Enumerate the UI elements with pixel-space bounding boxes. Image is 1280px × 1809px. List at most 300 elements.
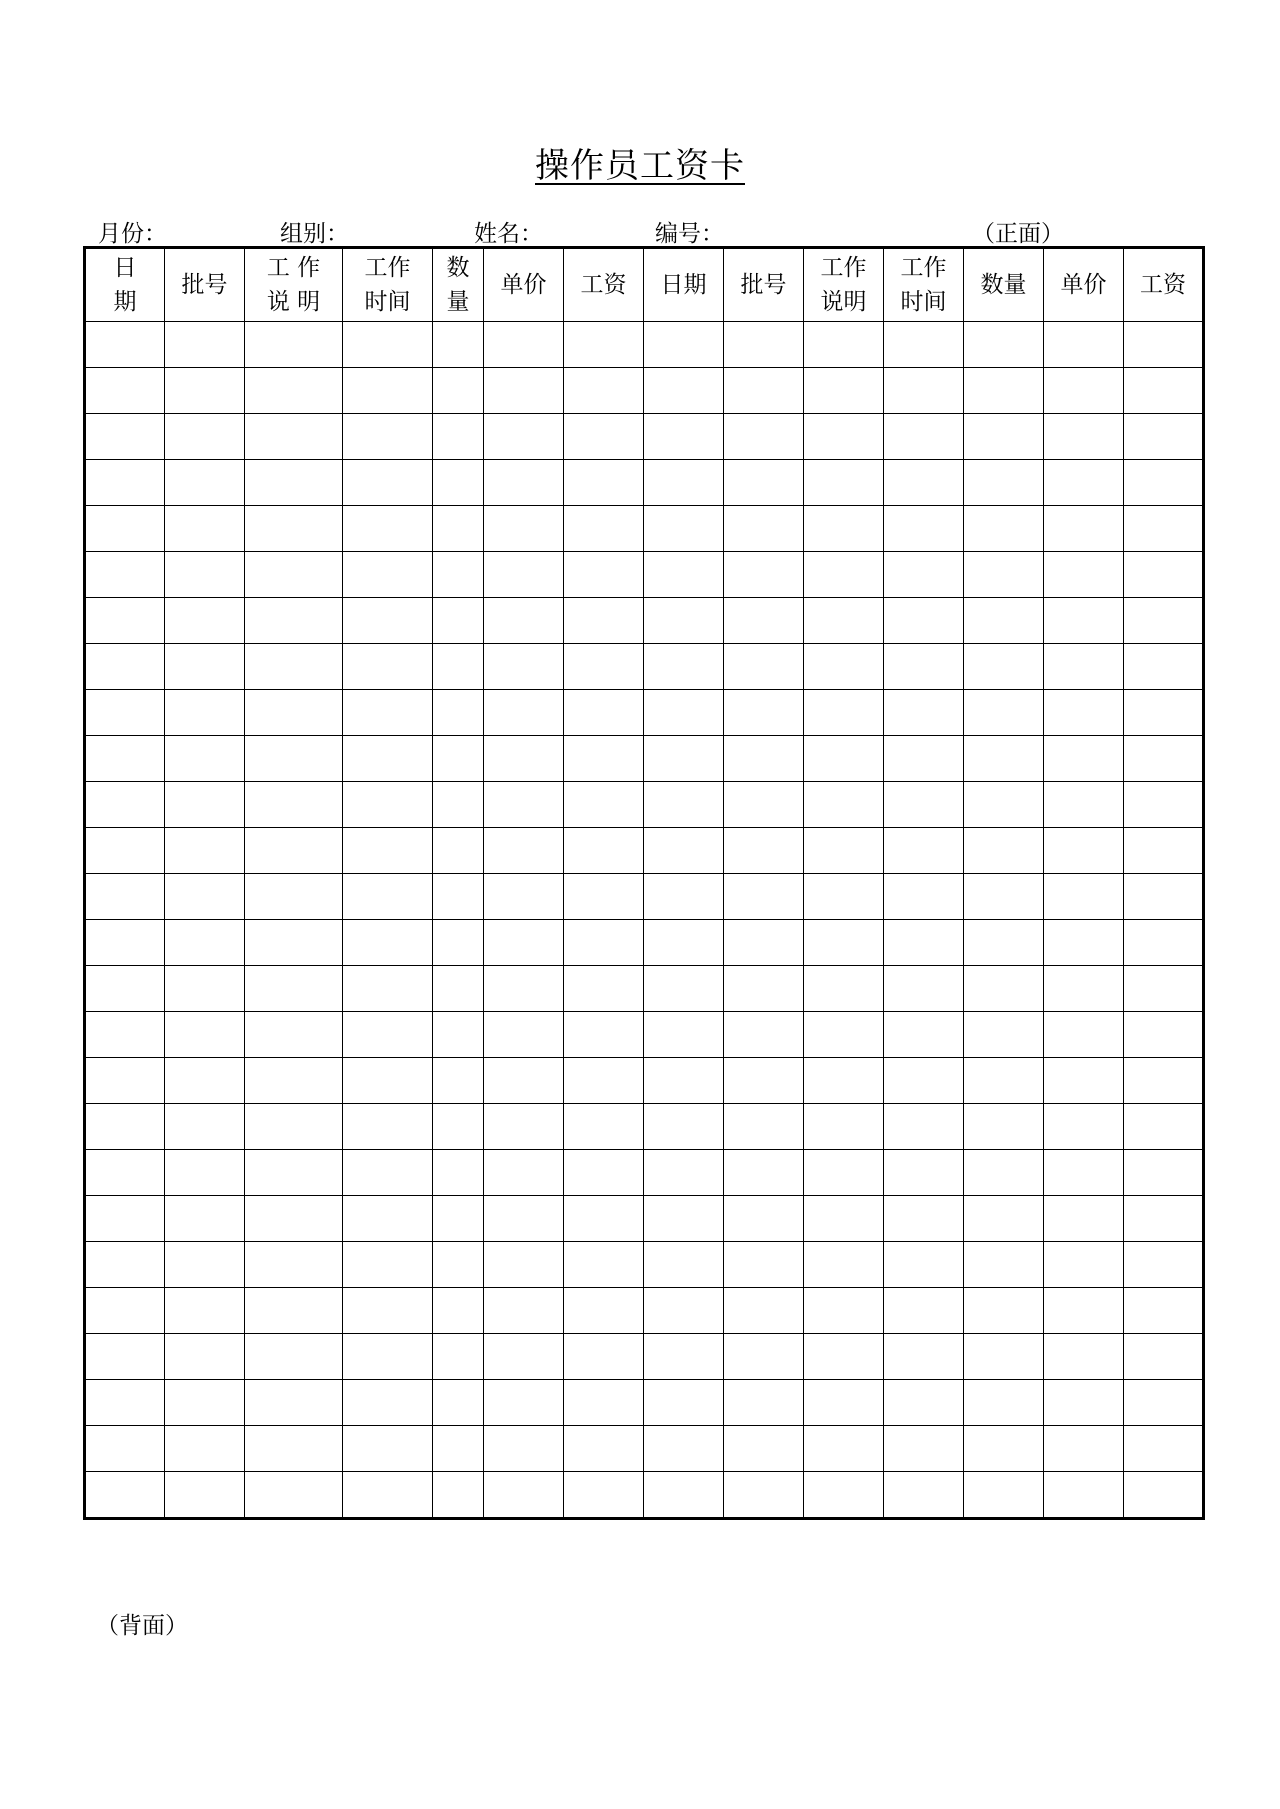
blank-cell <box>644 414 724 460</box>
blank-cell <box>433 690 484 736</box>
blank-cell <box>1124 644 1204 690</box>
blank-cell <box>245 736 343 782</box>
blank-cell <box>165 782 245 828</box>
blank-cell <box>165 506 245 552</box>
blank-cell <box>343 1426 433 1472</box>
blank-cell <box>1044 874 1124 920</box>
blank-cell <box>245 1334 343 1380</box>
blank-cell <box>165 1058 245 1104</box>
blank-cell <box>433 598 484 644</box>
blank-cell <box>804 552 884 598</box>
blank-cell <box>724 1012 804 1058</box>
blank-cell <box>884 782 964 828</box>
blank-cell <box>724 690 804 736</box>
blank-cell <box>644 1380 724 1426</box>
blank-cell <box>85 1196 165 1242</box>
table-row <box>85 506 1204 552</box>
blank-cell <box>724 506 804 552</box>
blank-cell <box>433 782 484 828</box>
blank-cell <box>884 1058 964 1104</box>
blank-cell <box>484 920 564 966</box>
blank-cell <box>1044 460 1124 506</box>
blank-cell <box>884 828 964 874</box>
column-header <box>343 248 433 322</box>
table-row <box>85 1150 1204 1196</box>
blank-cell <box>245 1426 343 1472</box>
table-row <box>85 1334 1204 1380</box>
blank-cell <box>1044 1472 1124 1519</box>
blank-cell <box>964 598 1044 644</box>
name-label: 姓名： <box>474 221 543 247</box>
blank-cell <box>484 1242 564 1288</box>
blank-cell <box>484 1288 564 1334</box>
blank-cell <box>724 920 804 966</box>
blank-cell <box>343 598 433 644</box>
blank-cell <box>85 644 165 690</box>
table-row <box>85 1104 1204 1150</box>
blank-cell <box>964 828 1044 874</box>
blank-cell <box>884 1242 964 1288</box>
blank-cell <box>724 460 804 506</box>
blank-cell <box>964 1196 1044 1242</box>
column-header-line: 工资 <box>580 272 627 298</box>
blank-cell <box>804 598 884 644</box>
blank-cell <box>804 1058 884 1104</box>
blank-cell <box>564 690 644 736</box>
blank-cell <box>564 322 644 368</box>
blank-cell <box>1124 1334 1204 1380</box>
blank-cell <box>343 690 433 736</box>
blank-cell <box>165 920 245 966</box>
blank-cell <box>343 1334 433 1380</box>
blank-cell <box>804 1472 884 1519</box>
blank-cell <box>724 1472 804 1519</box>
blank-cell <box>1124 1242 1204 1288</box>
blank-cell <box>165 1012 245 1058</box>
table-row <box>85 966 1204 1012</box>
blank-cell <box>1124 782 1204 828</box>
blank-cell <box>484 874 564 920</box>
blank-cell <box>433 1288 484 1334</box>
blank-cell <box>85 828 165 874</box>
blank-cell <box>564 1426 644 1472</box>
blank-cell <box>343 874 433 920</box>
blank-cell <box>165 1426 245 1472</box>
blank-cell <box>343 1012 433 1058</box>
blank-cell <box>85 1104 165 1150</box>
table-row <box>85 874 1204 920</box>
blank-cell <box>964 552 1044 598</box>
blank-cell <box>1124 414 1204 460</box>
blank-cell <box>884 736 964 782</box>
blank-cell <box>964 414 1044 460</box>
blank-cell <box>245 644 343 690</box>
column-header <box>1044 248 1124 322</box>
blank-cell <box>433 414 484 460</box>
blank-cell <box>964 690 1044 736</box>
blank-cell <box>484 322 564 368</box>
blank-cell <box>85 920 165 966</box>
blank-cell <box>1124 1288 1204 1334</box>
blank-cell <box>433 1058 484 1104</box>
blank-cell <box>564 598 644 644</box>
blank-cell <box>884 920 964 966</box>
blank-cell <box>804 1426 884 1472</box>
blank-cell <box>245 552 343 598</box>
blank-cell <box>724 736 804 782</box>
blank-cell <box>964 1150 1044 1196</box>
blank-cell <box>1044 782 1124 828</box>
blank-cell <box>165 1196 245 1242</box>
blank-cell <box>1124 506 1204 552</box>
blank-cell <box>165 1150 245 1196</box>
month-label: 月份： <box>98 221 167 247</box>
blank-cell <box>1124 1472 1204 1519</box>
column-header <box>724 248 804 322</box>
blank-cell <box>165 552 245 598</box>
blank-cell <box>564 782 644 828</box>
title-text: 操作员工资卡 <box>535 146 745 186</box>
blank-cell <box>245 1012 343 1058</box>
blank-cell <box>245 1380 343 1426</box>
column-header-line: 工资 <box>1140 272 1186 298</box>
blank-cell <box>343 966 433 1012</box>
table-row <box>85 1288 1204 1334</box>
blank-cell <box>484 1058 564 1104</box>
blank-cell <box>85 874 165 920</box>
blank-cell <box>804 782 884 828</box>
blank-cell <box>165 1104 245 1150</box>
blank-cell <box>724 1058 804 1104</box>
blank-cell <box>1044 1380 1124 1426</box>
blank-cell <box>343 1380 433 1426</box>
blank-cell <box>564 1242 644 1288</box>
blank-cell <box>1124 828 1204 874</box>
table-body <box>85 322 1204 1519</box>
column-header-line: 数量 <box>980 272 1027 298</box>
column-header-line: 工作 <box>364 255 411 281</box>
blank-cell <box>804 460 884 506</box>
blank-cell <box>724 1380 804 1426</box>
blank-cell <box>484 1012 564 1058</box>
blank-cell <box>1044 1058 1124 1104</box>
blank-cell <box>644 920 724 966</box>
blank-cell <box>484 690 564 736</box>
column-header <box>85 248 165 322</box>
blank-cell <box>964 1058 1044 1104</box>
column-header <box>644 248 724 322</box>
blank-cell <box>884 690 964 736</box>
table-row <box>85 1012 1204 1058</box>
blank-cell <box>165 736 245 782</box>
blank-cell <box>564 1012 644 1058</box>
blank-cell <box>1124 1150 1204 1196</box>
blank-cell <box>804 920 884 966</box>
blank-cell <box>165 966 245 1012</box>
column-header <box>804 248 884 322</box>
blank-cell <box>644 828 724 874</box>
blank-cell <box>884 874 964 920</box>
blank-cell <box>343 644 433 690</box>
blank-cell <box>165 368 245 414</box>
blank-cell <box>343 782 433 828</box>
blank-cell <box>1124 368 1204 414</box>
blank-cell <box>964 460 1044 506</box>
blank-cell <box>1124 460 1204 506</box>
blank-cell <box>964 1334 1044 1380</box>
blank-cell <box>1044 414 1124 460</box>
blank-cell <box>343 368 433 414</box>
blank-cell <box>85 1426 165 1472</box>
blank-cell <box>724 322 804 368</box>
blank-cell <box>85 414 165 460</box>
blank-cell <box>1124 598 1204 644</box>
blank-cell <box>433 1426 484 1472</box>
blank-cell <box>1044 1334 1124 1380</box>
blank-cell <box>804 1334 884 1380</box>
page-title <box>0 138 1280 187</box>
blank-cell <box>724 828 804 874</box>
blank-cell <box>804 874 884 920</box>
column-header-line: 批号 <box>740 272 787 298</box>
blank-cell <box>433 644 484 690</box>
column-header <box>433 248 484 322</box>
blank-cell <box>85 368 165 414</box>
blank-cell <box>85 1334 165 1380</box>
blank-cell <box>724 966 804 1012</box>
blank-cell <box>564 644 644 690</box>
number-label: 编号： <box>655 221 724 247</box>
front-side-label: （正面） <box>972 221 1064 247</box>
blank-cell <box>433 1150 484 1196</box>
blank-cell <box>343 920 433 966</box>
blank-cell <box>484 598 564 644</box>
blank-cell <box>245 322 343 368</box>
table-row <box>85 782 1204 828</box>
blank-cell <box>165 1472 245 1519</box>
blank-cell <box>964 644 1044 690</box>
blank-cell <box>165 598 245 644</box>
blank-cell <box>484 828 564 874</box>
blank-cell <box>884 1104 964 1150</box>
blank-cell <box>484 736 564 782</box>
column-header <box>1124 248 1204 322</box>
blank-cell <box>245 1196 343 1242</box>
blank-cell <box>85 1380 165 1426</box>
column-header-line: 工作 <box>900 255 947 281</box>
column-header-line: 工作 <box>820 255 867 281</box>
blank-cell <box>964 1288 1044 1334</box>
blank-cell <box>804 1150 884 1196</box>
column-header-line: 数 <box>446 255 470 281</box>
blank-cell <box>884 644 964 690</box>
blank-cell <box>165 644 245 690</box>
blank-cell <box>343 1058 433 1104</box>
blank-cell <box>884 552 964 598</box>
blank-cell <box>564 1104 644 1150</box>
blank-cell <box>245 920 343 966</box>
blank-cell <box>1124 552 1204 598</box>
blank-cell <box>804 1012 884 1058</box>
blank-cell <box>343 1242 433 1288</box>
blank-cell <box>245 460 343 506</box>
blank-cell <box>245 1472 343 1519</box>
blank-cell <box>433 1012 484 1058</box>
blank-cell <box>644 1058 724 1104</box>
blank-cell <box>564 1380 644 1426</box>
blank-cell <box>433 368 484 414</box>
blank-cell <box>343 552 433 598</box>
blank-cell <box>564 1288 644 1334</box>
blank-cell <box>245 1058 343 1104</box>
blank-cell <box>964 506 1044 552</box>
blank-cell <box>433 966 484 1012</box>
blank-cell <box>564 828 644 874</box>
blank-cell <box>433 460 484 506</box>
blank-cell <box>85 1012 165 1058</box>
table-row <box>85 1472 1204 1519</box>
blank-cell <box>484 460 564 506</box>
blank-cell <box>724 644 804 690</box>
blank-cell <box>245 1150 343 1196</box>
column-header-line: 量 <box>446 289 470 315</box>
blank-cell <box>884 414 964 460</box>
table-row <box>85 690 1204 736</box>
blank-cell <box>964 322 1044 368</box>
blank-cell <box>343 1196 433 1242</box>
column-header-line: 期 <box>113 289 137 315</box>
blank-cell <box>964 874 1044 920</box>
blank-cell <box>724 552 804 598</box>
blank-cell <box>644 690 724 736</box>
blank-cell <box>884 1196 964 1242</box>
blank-cell <box>1124 1196 1204 1242</box>
blank-cell <box>343 414 433 460</box>
blank-cell <box>484 644 564 690</box>
blank-cell <box>433 874 484 920</box>
blank-cell <box>343 1288 433 1334</box>
blank-cell <box>1044 736 1124 782</box>
blank-cell <box>964 966 1044 1012</box>
blank-cell <box>165 460 245 506</box>
salary-card-table <box>83 246 1205 1520</box>
blank-cell <box>884 598 964 644</box>
blank-cell <box>644 1334 724 1380</box>
blank-cell <box>644 1288 724 1334</box>
blank-cell <box>644 1150 724 1196</box>
column-header <box>484 248 564 322</box>
blank-cell <box>245 874 343 920</box>
blank-cell <box>484 782 564 828</box>
blank-cell <box>884 1334 964 1380</box>
blank-cell <box>433 1242 484 1288</box>
blank-cell <box>433 1380 484 1426</box>
blank-cell <box>724 1288 804 1334</box>
blank-cell <box>964 1380 1044 1426</box>
blank-cell <box>884 1288 964 1334</box>
blank-cell <box>1044 1426 1124 1472</box>
blank-cell <box>165 414 245 460</box>
blank-cell <box>433 736 484 782</box>
blank-cell <box>644 874 724 920</box>
blank-cell <box>245 506 343 552</box>
blank-cell <box>1044 828 1124 874</box>
blank-cell <box>644 460 724 506</box>
blank-cell <box>564 368 644 414</box>
blank-cell <box>644 552 724 598</box>
blank-cell <box>1044 1196 1124 1242</box>
column-header-line: 时间 <box>364 289 411 315</box>
blank-cell <box>85 1472 165 1519</box>
table-row <box>85 368 1204 414</box>
blank-cell <box>644 1426 724 1472</box>
column-header-line: 单价 <box>500 272 547 298</box>
blank-cell <box>1124 1380 1204 1426</box>
blank-cell <box>644 644 724 690</box>
blank-cell <box>804 1196 884 1242</box>
blank-cell <box>85 966 165 1012</box>
blank-cell <box>1124 1426 1204 1472</box>
blank-cell <box>644 1242 724 1288</box>
blank-cell <box>964 1012 1044 1058</box>
blank-cell <box>343 1472 433 1519</box>
blank-cell <box>1044 1288 1124 1334</box>
blank-cell <box>804 368 884 414</box>
column-header-line: 说明 <box>820 289 867 315</box>
blank-cell <box>964 368 1044 414</box>
blank-cell <box>343 506 433 552</box>
blank-cell <box>484 1334 564 1380</box>
blank-cell <box>1044 598 1124 644</box>
blank-cell <box>165 874 245 920</box>
blank-cell <box>484 1150 564 1196</box>
blank-cell <box>433 506 484 552</box>
column-header-line: 日 <box>113 255 137 281</box>
table-row <box>85 1242 1204 1288</box>
blank-cell <box>245 966 343 1012</box>
blank-cell <box>964 1472 1044 1519</box>
blank-cell <box>85 1288 165 1334</box>
column-header <box>165 248 245 322</box>
blank-cell <box>245 598 343 644</box>
blank-cell <box>343 460 433 506</box>
table-row <box>85 1196 1204 1242</box>
blank-cell <box>245 368 343 414</box>
table-row <box>85 828 1204 874</box>
blank-cell <box>564 874 644 920</box>
blank-cell <box>484 1472 564 1519</box>
column-header <box>245 248 343 322</box>
blank-cell <box>884 322 964 368</box>
column-header-line: 单价 <box>1060 272 1107 298</box>
blank-cell <box>343 736 433 782</box>
blank-cell <box>724 414 804 460</box>
blank-cell <box>245 828 343 874</box>
blank-cell <box>165 828 245 874</box>
column-header-line: 说 明 <box>266 289 321 315</box>
blank-cell <box>724 1150 804 1196</box>
blank-cell <box>564 966 644 1012</box>
blank-cell <box>1124 1012 1204 1058</box>
blank-cell <box>433 828 484 874</box>
group-label: 组别： <box>280 221 349 247</box>
blank-cell <box>484 368 564 414</box>
blank-cell <box>1124 920 1204 966</box>
blank-cell <box>804 414 884 460</box>
blank-cell <box>85 598 165 644</box>
table-row <box>85 460 1204 506</box>
blank-cell <box>724 1104 804 1150</box>
